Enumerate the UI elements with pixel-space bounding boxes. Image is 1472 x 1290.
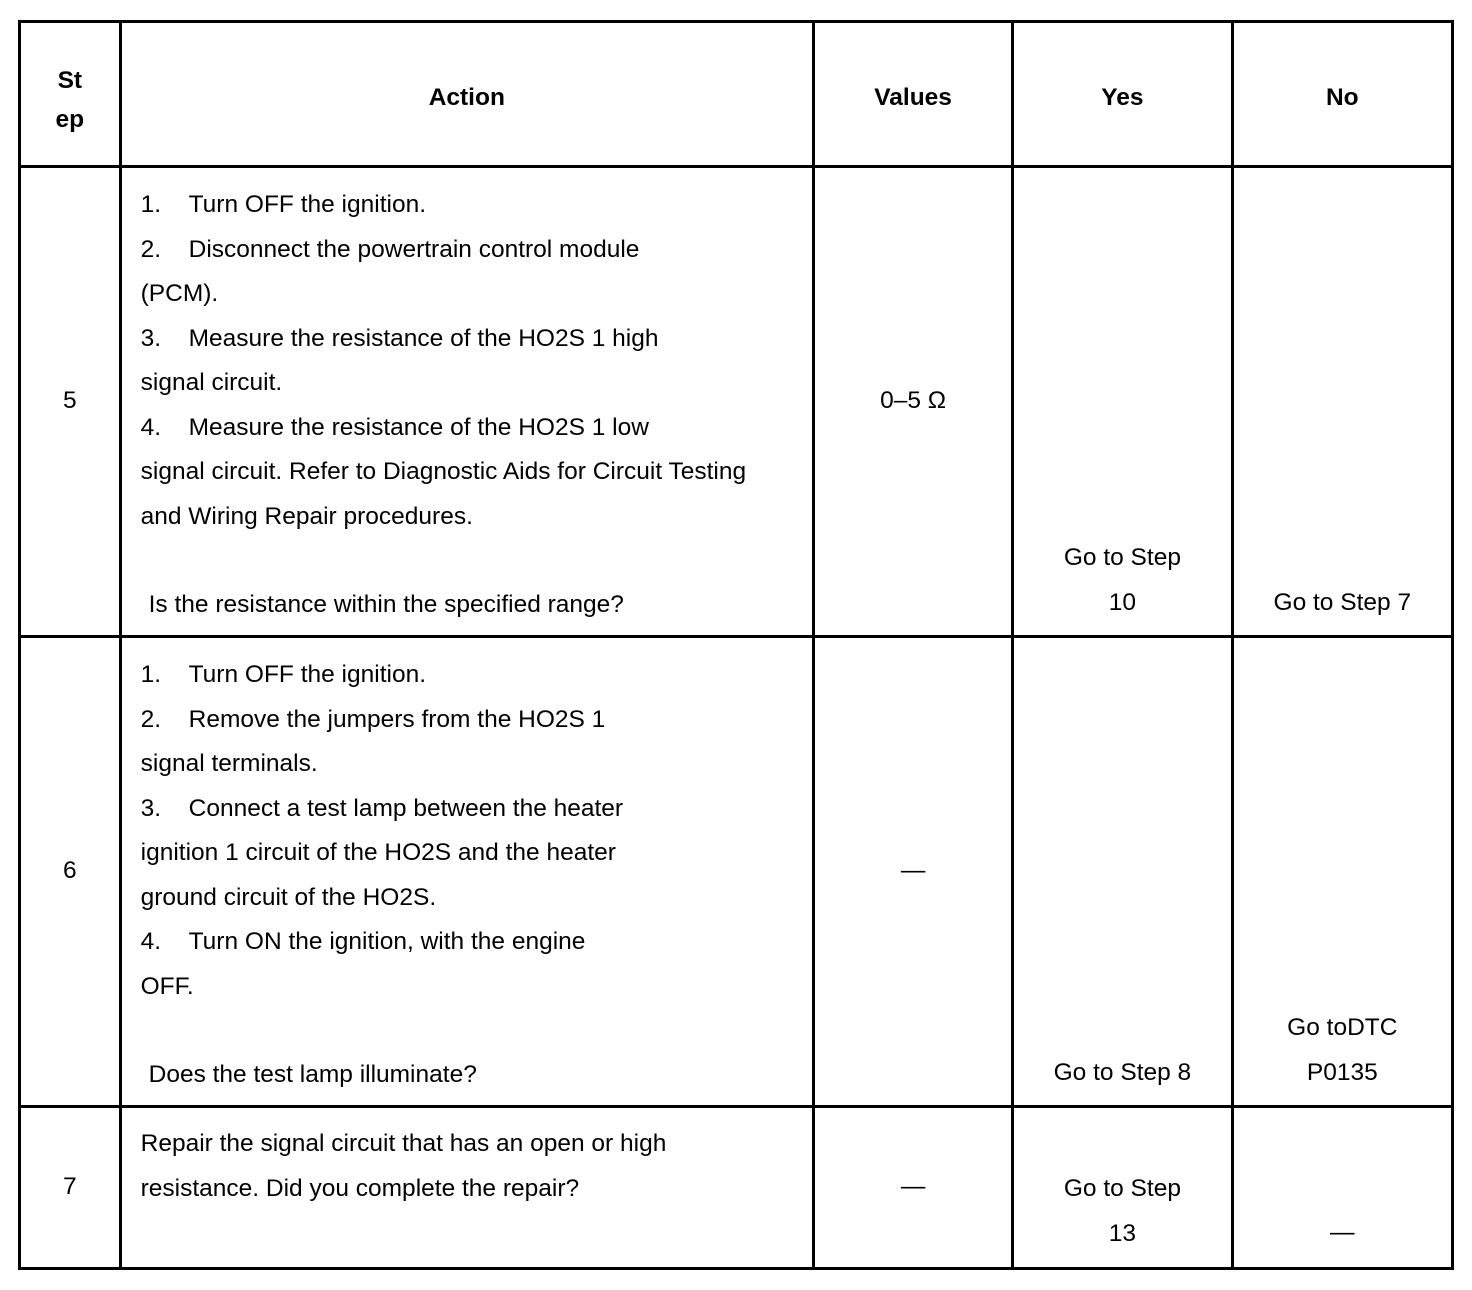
action-line: 1. Turn OFF the ignition.: [140, 661, 427, 688]
action-line: 2. Remove the jumpers from the HO2S 1: [140, 705, 606, 733]
yes-line1: Go to Step: [1063, 1175, 1181, 1202]
no-cell: [1232, 167, 1452, 637]
diagnostic-table: [18, 20, 1454, 1270]
table-row-step-6: [20, 637, 1453, 1107]
no-line2: Go to Step 7: [1273, 588, 1412, 616]
table-row-step-7: [20, 1107, 1453, 1269]
no-cell: [1232, 637, 1452, 1107]
values-cell: 0–5 Ω: [813, 167, 1012, 637]
action-cell: [120, 637, 813, 1107]
no-line1: —: [1330, 1219, 1355, 1246]
action-cell: [120, 1107, 813, 1269]
yes-line1: Go to Step: [1063, 544, 1181, 571]
yes-cell: [1013, 637, 1232, 1107]
action-line: ignition 1 circuit of the HO2S and the heater: [140, 839, 616, 866]
no-cell: [1232, 1107, 1452, 1269]
action-line: resistance. Did you complete the repair?: [140, 1174, 580, 1202]
action-line: 1. Turn OFF the ignition.: [140, 191, 427, 218]
action-line: 3. Connect a test lamp between the heater: [140, 794, 624, 822]
yes-line2: 13: [1108, 1219, 1137, 1247]
table-row-step-5: [20, 167, 1453, 637]
action-question: Does the test lamp illuminate?: [148, 1061, 477, 1088]
action-line: OFF.: [140, 972, 194, 1000]
action-line: Repair the signal circuit that has an open or high: [140, 1130, 667, 1157]
header-step: [20, 22, 121, 167]
values-cell: —: [813, 1107, 1012, 1269]
action-line: 4. Turn ON the ignition, with the engine: [140, 928, 586, 955]
action-line: 2. Disconnect the powertrain control module: [140, 235, 640, 263]
yes-cell: [1013, 167, 1232, 637]
values-cell: —: [813, 637, 1012, 1107]
action-line: 3. Measure the resistance of the HO2S 1 high: [140, 324, 659, 352]
header-step-line1: St: [57, 67, 83, 94]
yes-line2: Go to Step 8: [1053, 1058, 1192, 1086]
header-values: Values: [813, 22, 1012, 167]
action-cell: [120, 167, 813, 637]
no-line2: P0135: [1306, 1058, 1378, 1086]
step-number: 5: [20, 167, 121, 637]
action-question: Is the resistance within the specified range?: [148, 591, 624, 618]
action-line: ground circuit of the HO2S.: [140, 883, 437, 911]
no-line1: Go toDTC: [1287, 1014, 1398, 1041]
yes-cell: [1013, 1107, 1232, 1269]
header-action: Action: [120, 22, 813, 167]
action-line: signal circuit. Refer to Diagnostic Aids for Circuit Testing: [140, 458, 747, 485]
header-row: [20, 22, 1453, 167]
header-step-line2: ep: [55, 106, 85, 133]
header-no: No: [1232, 22, 1452, 167]
step-number: 7: [20, 1107, 121, 1269]
action-line: 4. Measure the resistance of the HO2S 1 low: [140, 413, 649, 441]
action-line: and Wiring Repair procedures.: [140, 502, 473, 530]
yes-line2: 10: [1108, 588, 1137, 616]
action-line: (PCM).: [140, 280, 219, 307]
step-number: 6: [20, 637, 121, 1107]
action-line: signal terminals.: [140, 750, 318, 777]
header-yes: Yes: [1013, 22, 1232, 167]
action-line: signal circuit.: [140, 369, 283, 396]
